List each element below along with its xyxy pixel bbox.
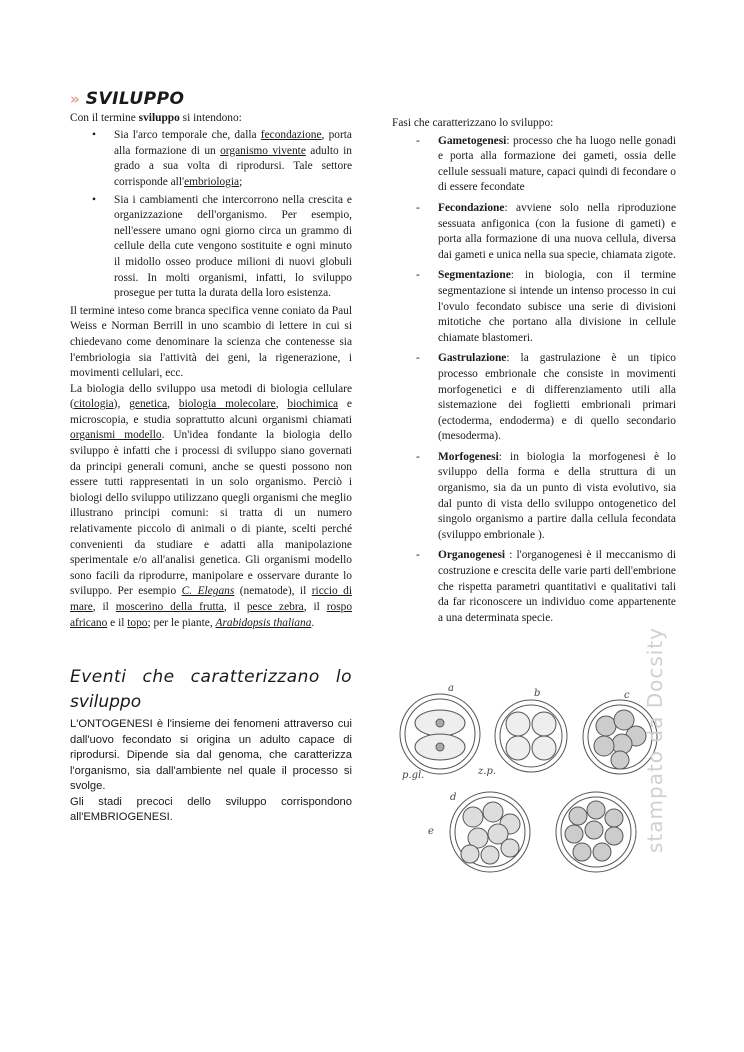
section-title-eventi: Eventi che caratterizzano lo <box>70 667 352 688</box>
figure-label-a: a <box>448 683 454 694</box>
link-organismi-modello[interactable]: organismi modello <box>70 429 162 442</box>
phase-item: - Morfogenesi: in biologia la morfogenesi è lo sviluppo della forma e della struttura di un organismo, sia da un punto di vista evolutivo, sia dal punto di vista dello sviluppo ontogenetico del singolo organismo a partire dalla cellula fecondata (sviluppo embrionale ). <box>438 450 676 544</box>
figure-label-e: e <box>428 826 434 837</box>
phases-intro: Fasi che caratterizzano lo sviluppo: <box>392 117 554 129</box>
section-title-text: SVILUPPO <box>85 89 185 109</box>
paragraph-ontogenesi: L'ONTOGENESI è l'insieme dei fenomeni attraverso cui dall'uovo fecondato si origina un adulto capace di riprodursi. Dipende sia dal genoma, che caratterizza l'organismo, sia dall'ambiente nel quale il processo si svolge. <box>70 718 352 793</box>
list-item: • Sia l'arco temporale che, dalla fecondazione, porta alla formazione di un organismo vivente adulto in grado a sua volta di riprodursi. Tale settore corrisponde all'embriologia; <box>114 128 352 190</box>
intro-paragraph: Con il termine sviluppo si intendono: <box>70 111 242 124</box>
link-riccio-di-mare[interactable]: riccio di mare <box>70 585 353 613</box>
link-c-elegans[interactable]: C. Elegans <box>181 585 235 598</box>
paragraph-origin: Il termine inteso come branca specifica venne coniato da Paul Weiss e Norman Berrill in uno scambio di lettere in cui si chiedevano come denominare la scienza che contenesse sia l'embriologia sia l'attività dei geni, la rigenerazione, i movimenti cellulari, ecc. <box>70 304 352 380</box>
right-column <box>392 116 676 631</box>
link-biochimica[interactable]: biochimica <box>287 398 339 411</box>
link-topo[interactable]: topo <box>127 616 148 629</box>
watermark: stampato da Docsity <box>643 627 667 853</box>
link-genetica[interactable]: genetica <box>129 398 168 411</box>
list-item: • Sia i cambiamenti che intercorrono nella crescita e organizzazione dell'organismo. Per esempio, nell'essere umano ogni giorno circa un grammo di cellule della cute vengono sostituite e ogni minuto il midollo osseo produce milioni di nuovi globuli rossi. In molti organismi, infatti, lo sviluppo prosegue per tutta la durata della loro esistenza. <box>114 193 352 302</box>
paragraph-stadi: Gli stadi precoci dello sviluppo corrispondono all'EMBRIOGENESI. <box>70 795 352 824</box>
definition-list <box>70 128 352 302</box>
section-title-sviluppo <box>70 89 352 109</box>
phase-item: - Segmentazione: in biologia, con il termine segmentazione si intende un intenso processo in cui l'ovulo fecondato subisce una serie di divisioni mitotiche che portano alla divisione in cellule chiamate blastomeri. <box>438 268 676 346</box>
section-title-eventi-line2: sviluppo <box>70 692 142 713</box>
link-organismo-vivente[interactable]: organismo vivente <box>220 144 306 157</box>
segmentation-illustration <box>398 682 664 900</box>
link-embriologia[interactable]: embriologia <box>184 175 240 188</box>
link-rospo-africano[interactable]: rospo africano <box>70 601 353 629</box>
phase-item: - Gastrulazione: la gastrulazione è un tipico processo embrionale che consiste in movimenti morfogenetici e di differenziamento utili alla sistemazione dei foglietti embrionali primari (ectoderma, endoderma) e di quello secondario (mesoderma). <box>438 351 676 445</box>
phase-item: - Organogenesi : l'organogenesi è il meccanismo di costruzione e crescita delle varie parti dell'embrione che rispetta parametri quantitativi e qualitativi tali da far riconoscere un individuo come appartenente a una determinata specie. <box>438 548 676 626</box>
link-moscerino[interactable]: moscerino della frutta <box>115 601 224 613</box>
link-arabidopsis[interactable]: Arabidopsis thaliana <box>215 616 312 629</box>
figure-label-d: d <box>450 792 457 803</box>
figure-label-b: b <box>534 688 541 699</box>
left-column <box>70 89 353 826</box>
phases-list <box>392 134 676 627</box>
link-biologia-molecolare[interactable]: biologia molecolare <box>178 398 276 411</box>
figure-label-pgl: p.gl. <box>402 770 425 781</box>
link-citologia[interactable]: citologia <box>73 398 114 411</box>
link-fecondazione[interactable]: fecondazione <box>260 129 322 142</box>
figure-label-c: c <box>624 690 630 701</box>
phase-item: - Fecondazione: avviene solo nella riproduzione sessuata anfigonica (con la fusione di gameti) e porta alla formazione di una nuova cellula, diversa dai gameti e unica nella sua specie, chiamata zigote. <box>438 201 676 263</box>
link-pesce-zebra[interactable]: pesce zebra <box>246 601 304 613</box>
chevron-icon: » <box>70 90 80 108</box>
figure-label-zp: z.p. <box>478 766 497 777</box>
phase-item: - Gametogenesi: processo che ha luogo nelle gonadi e porta alla formazione dei gameti, ossia delle cellule sessuali mature, capaci quindi di fecondare o di essere fecondate <box>438 134 676 196</box>
paragraph-methods: La biologia dello sviluppo usa metodi di biologia cellulare (citologia), genetica, biologia molecolare, biochimica e microscopia, e studia soprattutto alcuni organismi chiamati organismi modello. Un'idea fondante la biologia dello sviluppo è infatti che i processi di sviluppo siano governati da principi generali comuni, anche se questi possono non essere tutti rappresentati in un solo organismo. Perciò i biologi dello sviluppo utilizzano quegli organismi che meglio illustrano principi comuni: si tratta di un numero relativamente piccolo di animali o di piante, scelti perché convenienti da studiare e adatti alla manipolazione sperimentale e/o all'analisi genetica. Gli organismi modello sono facili da riprodurre, manipolare e osservare durante lo sviluppo. Per esempio C. Elegans (nematode), il riccio di mare, il moscerino della frutta, il pesce zebra, il rospo africano e il topo; per le piante, Arabidopsis thaliana. <box>70 382 353 629</box>
embryo-stages-drawing <box>398 682 664 900</box>
